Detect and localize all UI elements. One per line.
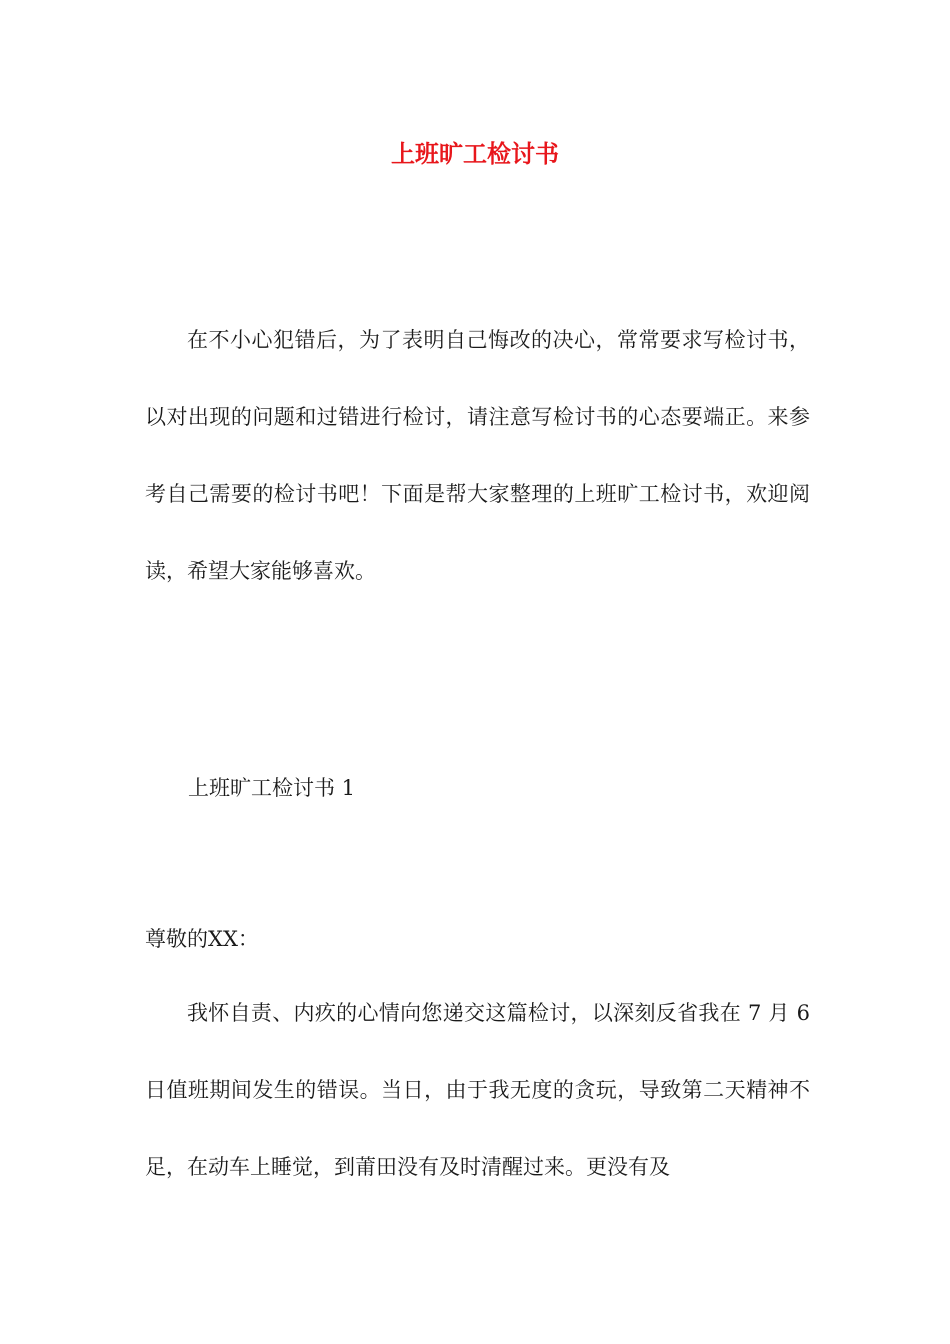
letter-paragraph: 我怀自责、内疚的心情向您递交这篇检讨，以深刻反省我在 7 月 6 日值班期间发生的错误。当日，由于我无度的贪玩，导致第二天精神不足，在动车上睡觉，到莆田没有及时清醒过来。更没有及 bbox=[145, 1001, 810, 1179]
letter-salutation: 尊敬的XX： bbox=[145, 927, 259, 951]
intro-paragraph: 在不小心犯错后，为了表明自己悔改的决心，常常要求写检讨书，以对出现的问题和过错进行检讨，请注意写检讨书的心态要端正。来参考自己需要的检讨书吧！下面是帮大家整理的上班旷工检讨书，欢迎阅读，希望大家能够喜欢。 bbox=[145, 328, 810, 583]
document-title: 上班旷工检讨书 bbox=[391, 139, 559, 168]
section-title: 上班旷工检讨书 1 bbox=[188, 776, 356, 800]
